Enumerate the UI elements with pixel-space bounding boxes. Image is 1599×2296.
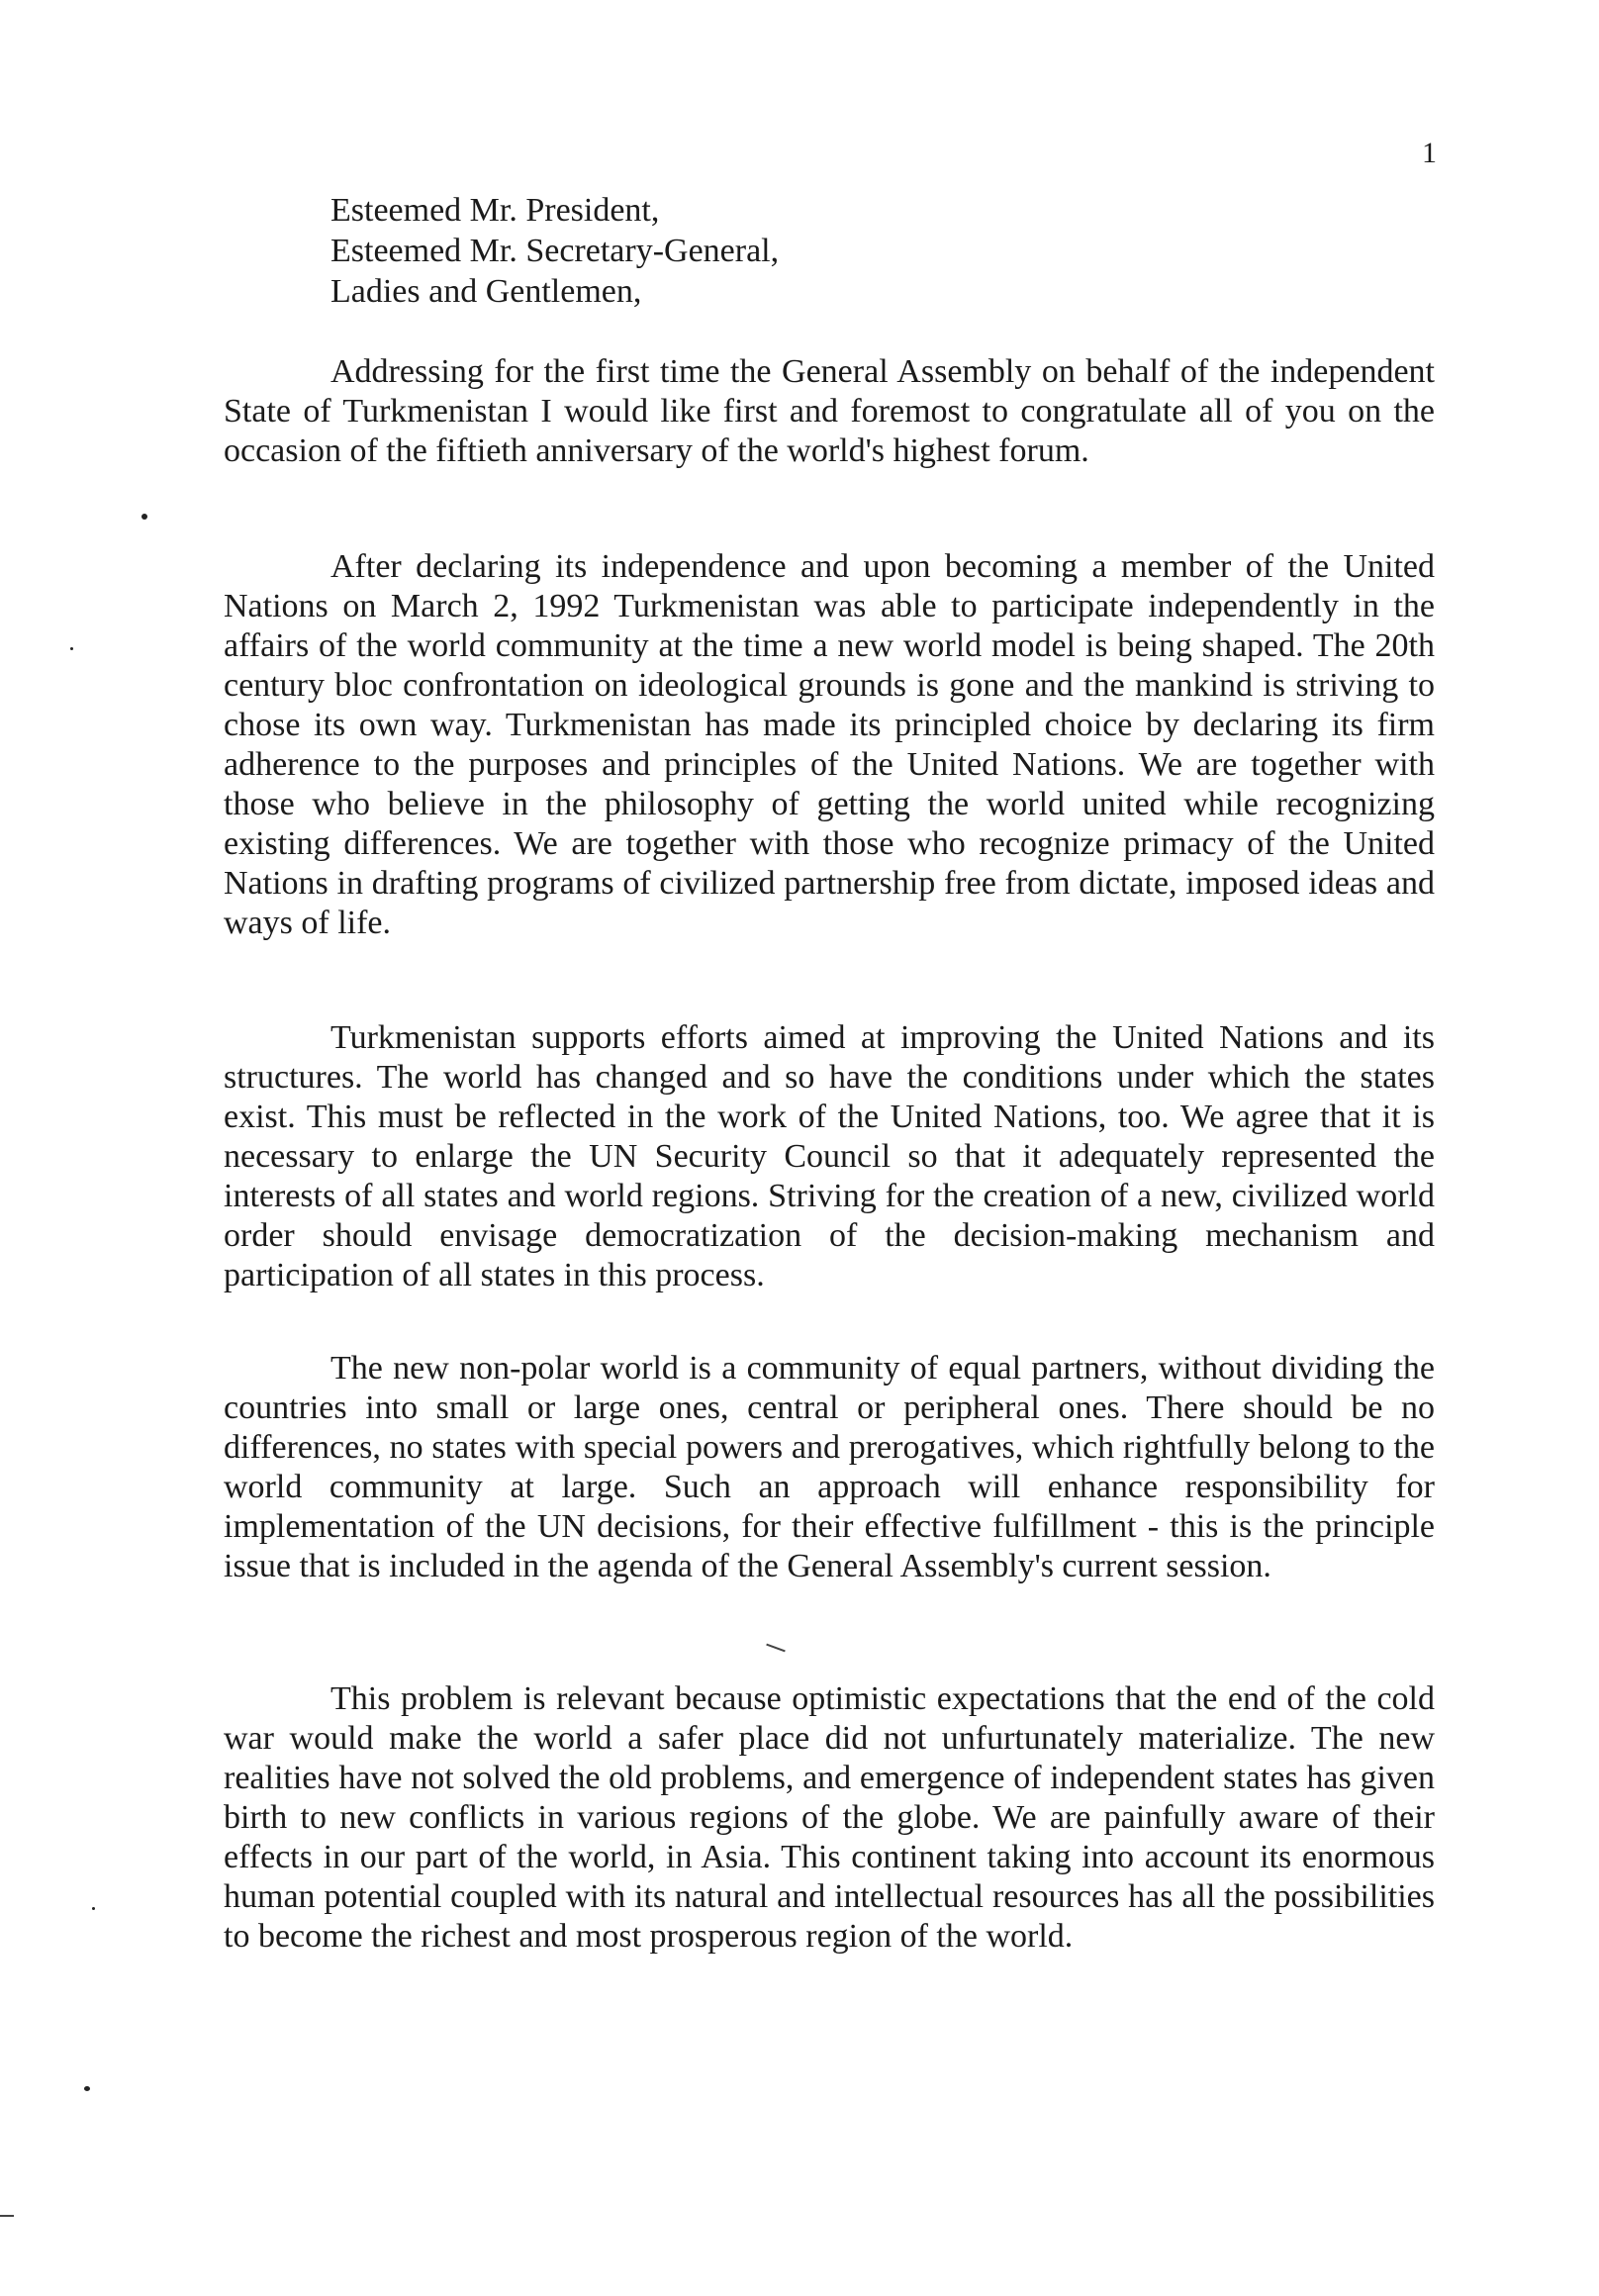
scan-speck-3 [92,1907,95,1910]
paragraph-un-reform: Turkmenistan supports efforts aimed at improving the United Nations and its structures. The world has changed and so have the conditions under which the states exist. This must be reflected in the work of the United Nations, too. We agree that it is necessary to enlarge the UN Security Council so that it adequately represented the interests of all states and world regions. Striving for the creation of a new, civilized world order should envisage democratization of the decision-making mechanism and participation of all states in this process. [224,1019,1435,1293]
paragraph-security-problem: This problem is relevant because optimistic expectations that the end of the cold war would make the world a safer place did not unfurtunately materialize. The new realities have not solved the old problems, and emergence of independent states has given birth to new conflicts in various regions of the globe. We are painfully aware of their effects in our part of the world, in Asia. This continent taking into account its enormous human potential coupled with its natural and intellectual resources has all the possibilities to become the richest and most prosperous region of the world. [224,1680,1435,1955]
salutation-line-audience: Ladies and Gentlemen, [330,273,642,310]
paragraph-congratulations: Addressing for the first time the General Assembly on behalf of the independent State of Turkmenistan I would like first and foremost to congratulate all of you on the occasion of the fiftieth anniversary of the world's highest forum. [224,353,1435,469]
scan-speck-1 [141,514,147,520]
salutation-block [330,190,779,312]
salutation-line-secretary-general: Esteemed Mr. Secretary-General, [330,233,780,269]
salutation-line-president: Esteemed Mr. President, [330,192,660,229]
scan-stroke-bottom [0,2215,14,2217]
scan-speck-4 [84,2086,90,2091]
paragraph-non-polar-world: The new non-polar world is a community of equal partners, without dividing the countries into small or large ones, central or peripheral ones. There should be no differences, no states with special powers and prerogatives, which rightfully belong to the world community at large. Such an approach will enhance responsibility for implementation of the UN decisions, for their effective fulfillment - this is the principle issue that is included in the agenda of the General Assembly's current session. [224,1350,1435,1584]
page-number: 1 [1422,137,1437,169]
paragraph-independence: After declaring its independence and upon becoming a member of the United Nations on March 2, 1992 Turkmenistan was able to participate independently in the affairs of the world community at the time a new world model is being shaped. The 20th century bloc confrontation on ideological grounds is gone and the mankind is striving to chose its own way. Turkmenistan has made its principled choice by declaring its firm adherence to the purposes and principles of the United Nations. We are together with those who believe in the philosophy of getting the world united while recognizing existing differences. We are together with those who recognize primacy of the United Nations in drafting programs of civilized partnership free from dictate, imposed ideas and ways of life. [224,548,1435,941]
scan-speck-2 [70,647,73,650]
scan-stroke-mid [766,1644,785,1653]
